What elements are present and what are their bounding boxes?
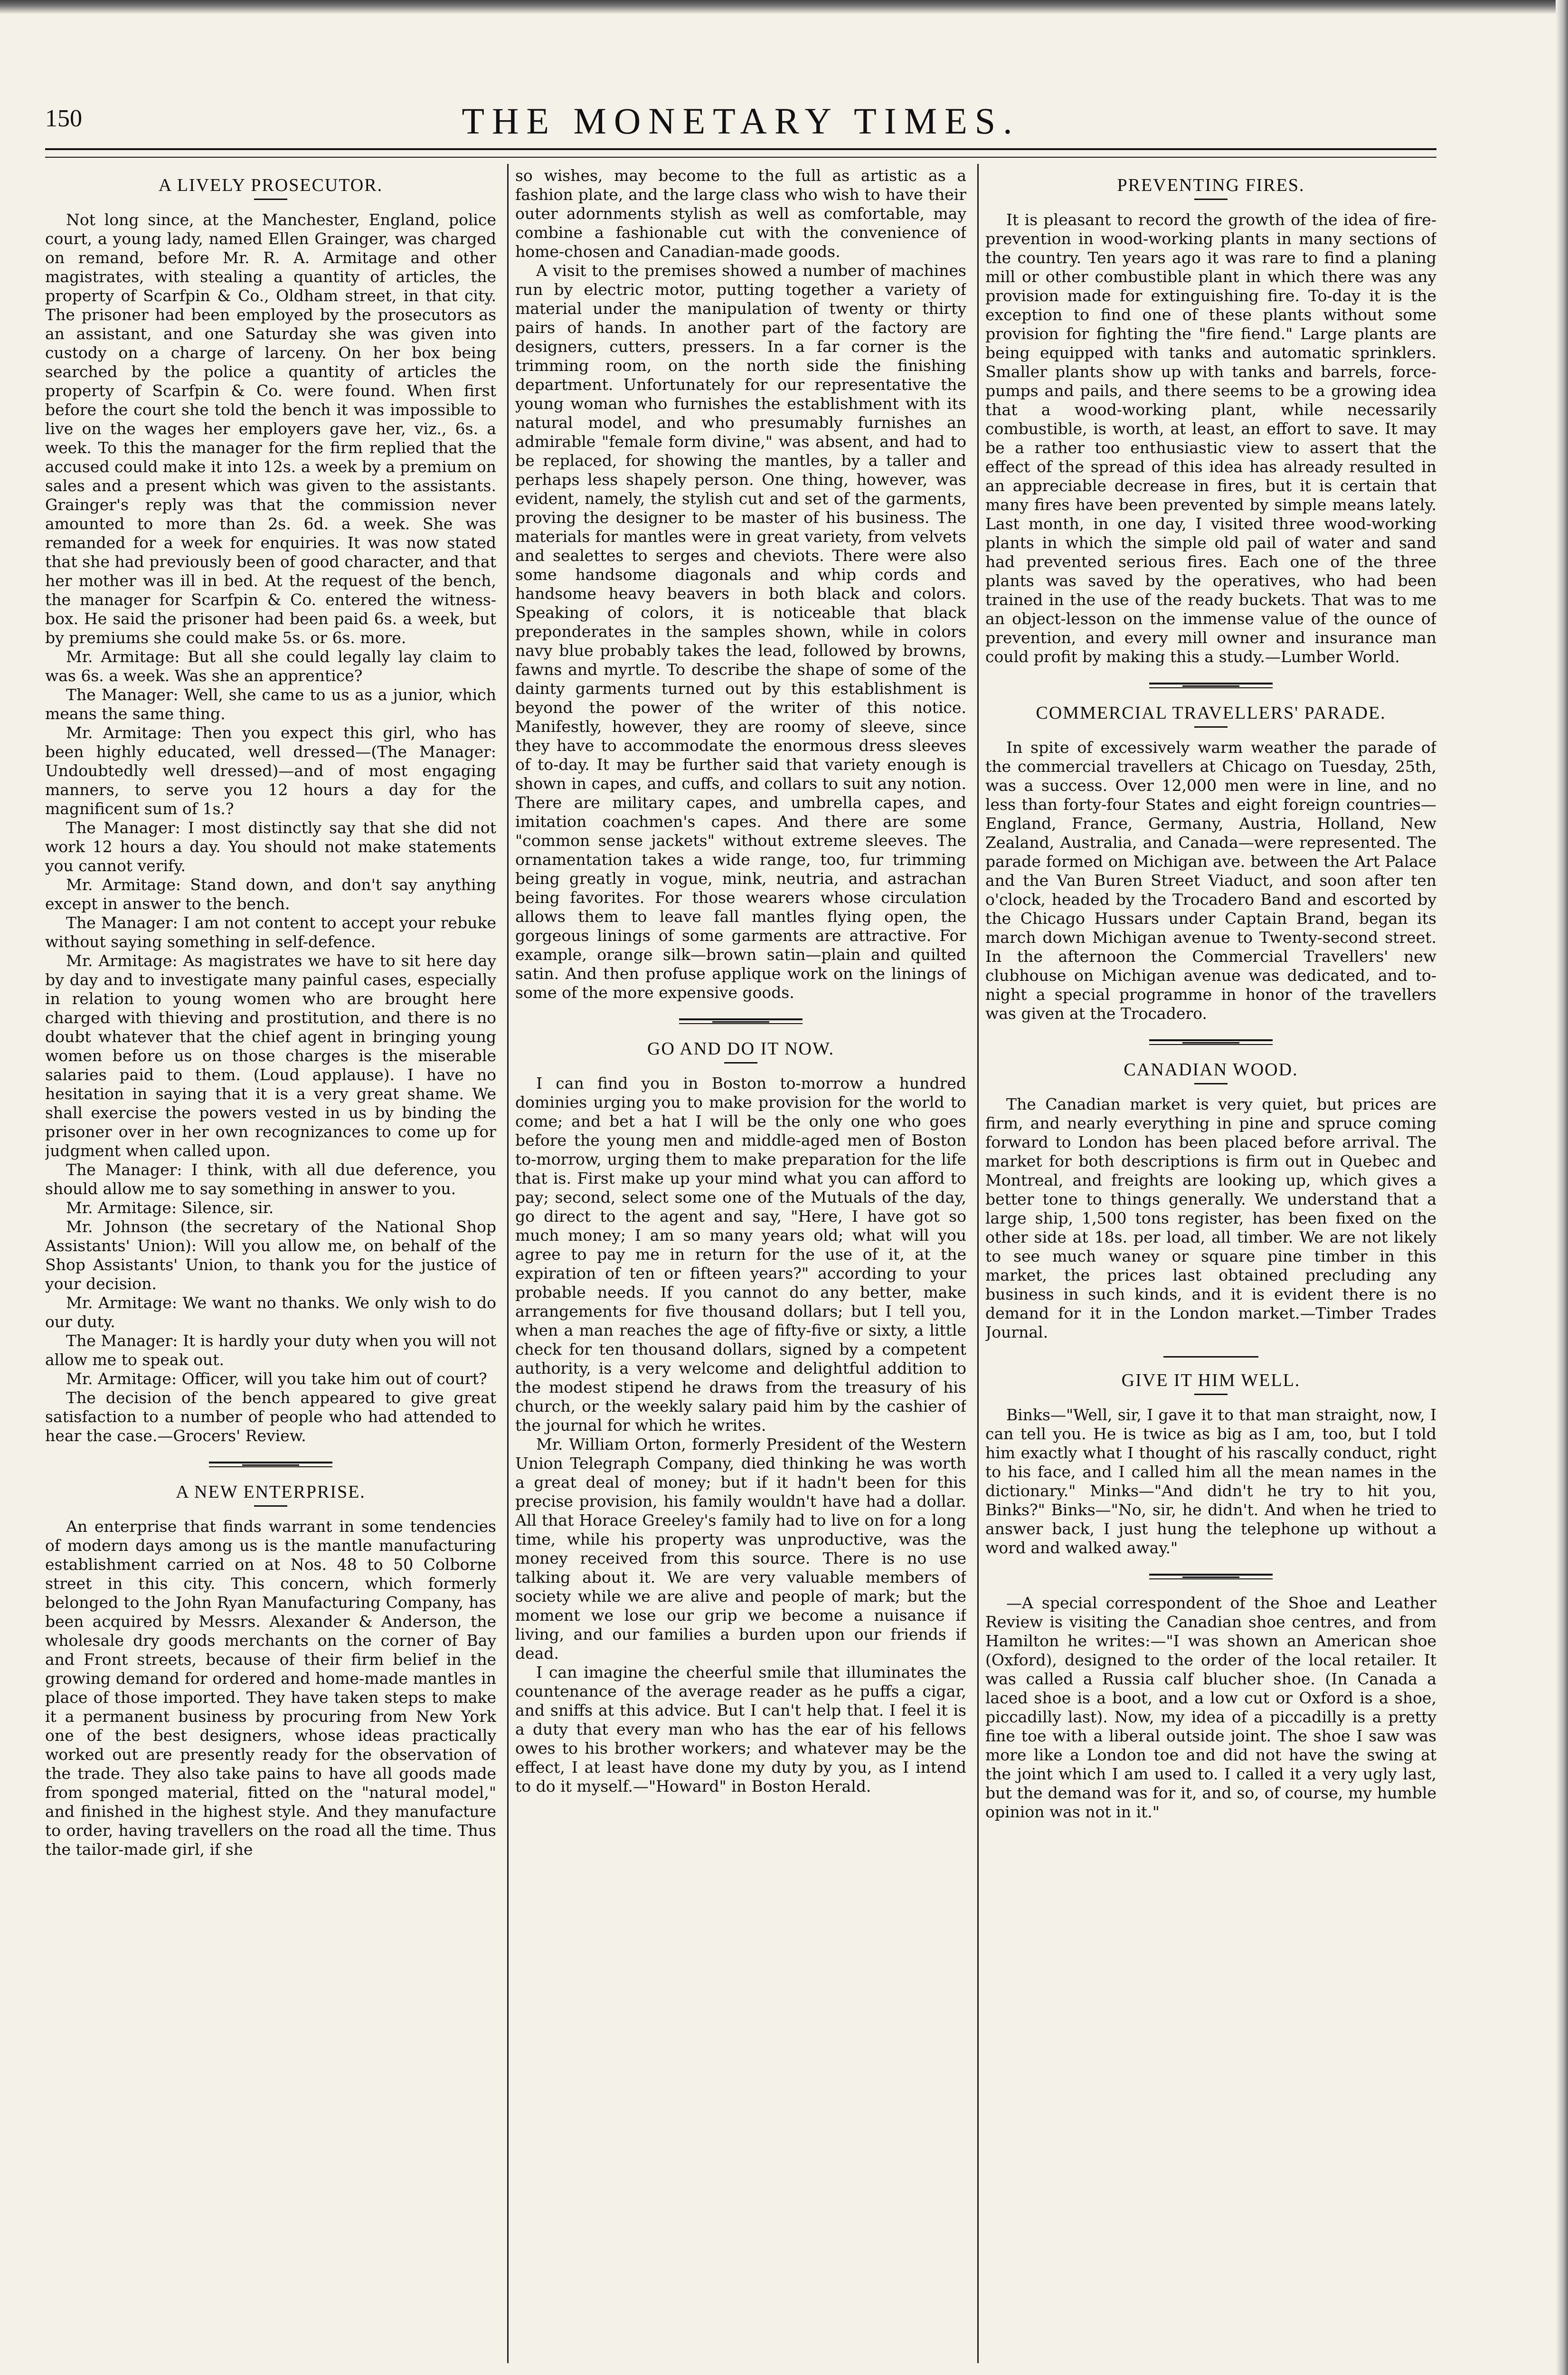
- article-paragraph: The Manager: Well, she came to us as a junior, which means the same thing.: [45, 685, 496, 723]
- article-paragraph: Mr. Armitage: Stand down, and don't say anything except in answer to the bench.: [45, 875, 496, 913]
- headline-lively-prosecutor: A LIVELY PROSECUTOR.: [158, 175, 383, 195]
- masthead-title: THE MONETARY TIMES.: [462, 100, 1020, 142]
- page-edge-shadow: [0, 0, 1568, 14]
- headline-dash: [254, 1505, 287, 1507]
- column-3: [985, 166, 1436, 2361]
- article-paragraph: —A special correspondent of the Shoe and Leather Review is visiting the Canadian shoe centres, and from Hamilton he writes:—"I was shown an American shoe (Oxford), designed to the order of the local retailer. It was called a Russia calf blucher shoe. (In Canada a laced shoe is a boot, and a low cut or Oxford is a shoe, piccadilly last). Now, my idea of a piccadilly is a pretty fine toe with a liberal outside joint. The shoe I saw was more like a London toe and did not have the swing at the joint which I am used to. I called it a very ugly last, but the demand was for it, and so, of course, my humble opinion was not in it.": [985, 1594, 1436, 1821]
- article-paragraph: Mr. Armitage: We want no thanks. We only wish to do our duty.: [45, 1293, 496, 1331]
- article-paragraph: The Canadian market is very quiet, but prices are firm, and nearly everything in pine and spruce coming forward to London has been placed before arrival. The market for both descriptions is firm out in Quebec and Montreal, and freights are looking up, which gives a better tone to things generally. We understand that a large ship, 1,500 tons register, has been fixed on the other side at 18s. per load, all timber. We are not likely to see much waney or square pine timber in this market, the prices last obtained precluding any business in such kinds, and it is evident there is no demand for it in the London market.—Timber Trades Journal.: [985, 1095, 1436, 1341]
- headline-dash: [1194, 726, 1228, 728]
- article-paragraph: An enterprise that finds warrant in some tendencies of modern days among us is the mantle manufacturing establishment carried on at Nos. 48 to 50 Colborne street in this city. This concern, which formerly belonged to the John Ryan Manufacturing Company, has been acquired by Messrs. Alexander & Anderson, the wholesale dry goods merchants on the corner of Bay and Front streets, because of their firm belief in the growing demand for ordered and home-made mantles in place of those imported. They have taken steps to make it a permanent business by procuring from New York one of the best designers, whose ideas practically worked out are presently ready for the observation of the trade. They also take pains to have all goods made from sponged material, fitted on the "natural model," and finished in the highest style. And they manufacture to order, having travellers on the road all the time. Thus the tailor-made girl, if she: [45, 1517, 496, 1859]
- column-divider: [977, 164, 979, 2363]
- article-paragraph: Mr. Johnson (the secretary of the National Shop Assistants' Union): Will you allow me, on behalf of the Shop Assistants' Union, to thank you for the justice of your decision.: [45, 1217, 496, 1293]
- article-paragraph: The Manager: I am not content to accept your rebuke without saying something in self-defence.: [45, 913, 496, 951]
- headline-canadian-wood: CANADIAN WOOD.: [1124, 1060, 1298, 1080]
- headline-dash: [1194, 199, 1228, 200]
- column-1: [45, 166, 496, 2361]
- page-number: 150: [45, 105, 82, 132]
- section-separator: [1149, 683, 1273, 688]
- headline-dash: [724, 1062, 757, 1064]
- column-divider: [507, 164, 509, 2363]
- article-paragraph: Mr. Armitage: Officer, will you take him out of court?: [66, 1369, 487, 1388]
- article-paragraph: A visit to the premises showed a number of machines run by electric motor, putting together a variety of material under the manipulation of twenty or thirty pairs of hands. In another part of the factory are designers, cutters, pressers. In a far corner is the trimming room, on the north side the finishing department. Unfortunately for our representative the young woman who furnishes the establishment with its natural model, and who presumably furnishes an admirable "female form divine," was absent, and had to be replaced, for showing the mantles, by a taller and perhaps less shapely person. One thing, however, was evident, namely, the stylish cut and set of the garments, proving the designer to be master of his business. The materials for mantles were in great variety, from velvets and sealettes to serges and cheviots. There were also some handsome diagonals and whip cords and handsome heavy beavers in both black and colors. Speaking of colors, it is noticeable that black preponderates in the samples shown, while in colors navy blue probably takes the lead, followed by browns, fawns and myrtle. To describe the shape of some of the dainty garments turned out by this establishment is beyond the power of the writer of this notice. Manifestly, however, they are roomy of sleeve, since they have to accommodate the enormous dress sleeves of to-day. It may be further said that variety enough is shown in capes, and cuffs, and collars to suit any notion. There are military capes, and umbrella capes, and imitation coachmen's capes. And there are some "common sense jackets" without extreme sleeves. The ornamentation takes a wide range, too, fur trimming being greatly in vogue, mink, neutria, and astrachan being favorites. For those wearers whose circulation allows them to leave fall mantles flying open, the gorgeous linings of some garments are attractive. For example, orange silk—brown satin—plain and quilted satin. And then profuse applique work on the linings of some of the more expensive goods.: [515, 261, 966, 1002]
- article-paragraph: The Manager: It is hardly your duty when you will not allow me to speak out.: [45, 1331, 496, 1369]
- headline-dash: [1194, 1083, 1228, 1084]
- page-edge-right-shadow: [1556, 0, 1568, 2375]
- article-paragraph: Mr. Armitage: But all she could legally lay claim to was 6s. a week. Was she an apprentice?: [45, 647, 496, 685]
- column-2: [515, 166, 966, 2361]
- section-separator: [1149, 1574, 1273, 1579]
- headline-go-and-do-it-now: GO AND DO IT NOW.: [647, 1039, 834, 1059]
- article-paragraph: The Manager: I most distinctly say that she did not work 12 hours a day. You should not make statements you cannot verify.: [45, 818, 496, 875]
- article-paragraph: Mr. Armitage: As magistrates we have to sit here day by day and to investigate many painful cases, especially in relation to young women who are brought here charged with thieving and prostitution, and there is no doubt whatever that the chief agent in bringing young women before us on those charges is the miserable salaries paid to them. (Loud applause). I have no hesitation in saying that it is a very great shame. We shall exercise the powers vested in us by binding the prisoner over in her own recognizances to come up for judgment when called upon.: [45, 951, 496, 1160]
- headline-new-enterprise: A NEW ENTERPRISE.: [176, 1482, 366, 1502]
- article-paragraph: The decision of the bench appeared to give great satisfaction to a number of people who had attended to hear the case.—Grocers' Review.: [45, 1388, 496, 1445]
- headline-give-it-him-well: GIVE IT HIM WELL.: [1121, 1370, 1301, 1390]
- page-header: [45, 95, 1436, 147]
- section-separator: [1163, 1356, 1258, 1358]
- section-separator: [209, 1462, 332, 1467]
- article-paragraph: Mr. William Orton, formerly President of the Western Union Telegraph Company, died thinking he was worth a great deal of money; but if it hadn't been for this precise provision, his family wouldn't have had a dollar. All that Horace Greeley's family had to live on for a long time, while his property was unproductive, was the money received from this source. There is no use talking about it. We are very valuable members of society while we are alive and people of mark; but the moment we lose our grip we become a nuisance if living, and our families a burden upon our friends if dead.: [515, 1435, 966, 1662]
- article-paragraph: I can imagine the cheerful smile that illuminates the countenance of the average reader as he puffs a cigar, and sniffs at this advice. But I can't help that. I feel it is a duty that every man who has the ear of his fellows owes to his brother workers; and whatever may be the effect, I at least have done my duty by you, as I intend to do it myself.—"Howard" in Boston Herald.: [515, 1663, 966, 1796]
- headline-dash: [1194, 1394, 1228, 1395]
- article-paragraph: I can find you in Boston to-morrow a hundred dominies urging you to make provision for the world to come; and bet a hat I will be the only one who goes before the young men and middle-aged men of Boston to-morrow, urging them to make preparation for the life that is. First make up your mind what you can afford to pay; second, select some one of the Mutuals of the day, go direct to the agent and say, "Here, I have got so much money; I am so many years old; what will you agree to pay me in return for the use of it, at the expiration of ten or fifteen years?" according to your probable needs. If you cannot do any better, make arrangements for five thousand dollars; but I tell you, when a man reaches the age of fifty-five or sixty, a little check for ten thousand dollars, signed by a competent authority, is a very welcome and delightful addition to the modest stipend he draws from the treasury of his church, or the weekly salary paid him by the cashier of the journal for which he writes.: [515, 1074, 966, 1434]
- article-paragraph: Mr. Armitage: Then you expect this girl, who has been highly educated, well dressed—(The Manager: Undoubtedly well dressed)—and of most engaging manners, to serve you 12 hours a day for the magnificent sum of 1s.?: [45, 723, 496, 818]
- article-paragraph: Mr. Armitage: Silence, sir.: [66, 1198, 274, 1217]
- article-paragraph: so wishes, may become to the full as artistic as a fashion plate, and the large class who wish to have their outer adornments stylish as well as comfortable, may combine a fashionable cut with the convenience of home-chosen and Canadian-made goods.: [515, 166, 966, 261]
- article-paragraph: Not long since, at the Manchester, England, police court, a young lady, named Ellen Grainger, was charged on remand, before Mr. R. A. Armitage and other magistrates, with stealing a quantity of articles, the property of Scarfpin & Co., Oldham street, in that city. The prisoner had been employed by the prosecutors as an assistant, and one Saturday she was given into custody on a charge of larceny. On her box being searched by the police a quantity of articles the property of Scarfpin & Co. were found. When first before the court she told the bench it was impossible to live on the wages her employers gave her, viz., 6s. a week. To this the manager for the firm replied that the accused could make it into 12s. a week by a premium on sales and a present which was given to the assistants. Grainger's reply was that the commission never amounted to more than 2s. 6d. a week. She was remanded for a week for enquiries. It was now stated that she had previously been of good character, and that her mother was ill in bed. At the request of the bench, the manager for Scarfpin & Co. entered the witness-box. He said the prisoner had been paid 6s. a week, but by premiums she could make 5s. or 6s. more.: [45, 210, 496, 647]
- header-rule: [45, 148, 1436, 158]
- headline-commercial-travellers-parade: COMMERCIAL TRAVELLERS' PARADE.: [1036, 703, 1386, 723]
- article-paragraph: In spite of excessively warm weather the parade of the commercial travellers at Chicago on Tuesday, 25th, was a success. Over 12,000 men were in line, and no less than forty-four States and eight foreign countries—England, France, Germany, Austria, Holland, New Zealand, Australia, and Canada—were represented. The parade formed on Michigan ave. between the Art Palace and the Van Buren Street Viaduct, and soon after ten o'clock, headed by the Trocadero Band and escorted by the Chicago Hussars under Captain Brand, began its march down Michigan avenue to Twenty-second street. In the afternoon the Commercial Travellers' new clubhouse on Michigan avenue was dedicated, and to-night a special programme in honor of the travellers was given at the Trocadero.: [985, 738, 1436, 1023]
- headline-preventing-fires: PREVENTING FIRES.: [1117, 175, 1305, 195]
- article-paragraph: Binks—"Well, sir, I gave it to that man straight, now, I can tell you. He is twice as big as I am, too, but I told him exactly what I thought of his rascally conduct, right to his face, and I called him all the mean names in the dictionary." Minks—"And didn't he try to hit you, Binks?" Binks—"No, sir, he didn't. And when he tried to answer back, I just hung the telephone up without a word and walked away.": [985, 1406, 1436, 1557]
- headline-dash: [254, 199, 287, 200]
- article-paragraph: The Manager: I think, with all due deference, you should allow me to say something in answer to you.: [45, 1160, 496, 1198]
- section-separator: [679, 1018, 803, 1024]
- section-separator: [1149, 1039, 1273, 1045]
- article-paragraph: It is pleasant to record the growth of the idea of fire-prevention in wood-working plants in many sections of the country. Ten years ago it was rare to find a planing mill or other combustible plant in which there was any provision made for extinguishing fire. To-day it is the exception to find one of these plants without some provision for fighting the "fire fiend." Large plants are being equipped with tanks and automatic sprinklers. Smaller plants show up with tanks and barrels, force-pumps and pails, and there seems to be a growing idea that a wood-working plant, while necessarily combustible, is worth, at least, an effort to save. It may be a rather too enthusiastic view to assert that the effect of the spread of this idea has already resulted in an appreciable decrease in fires, but it is certain that many fires have been prevented by simple means lately. Last month, in one day, I visited three wood-working plants in which the simple old pail of water and sand had prevented serious fires. Each one of the three plants was saved by the operatives, who had been trained in the use of the ready buckets. That was to me an object-lesson on the immense value of the ounce of prevention, and every mill owner and insurance man could profit by making this a study.—Lumber World.: [985, 210, 1436, 666]
